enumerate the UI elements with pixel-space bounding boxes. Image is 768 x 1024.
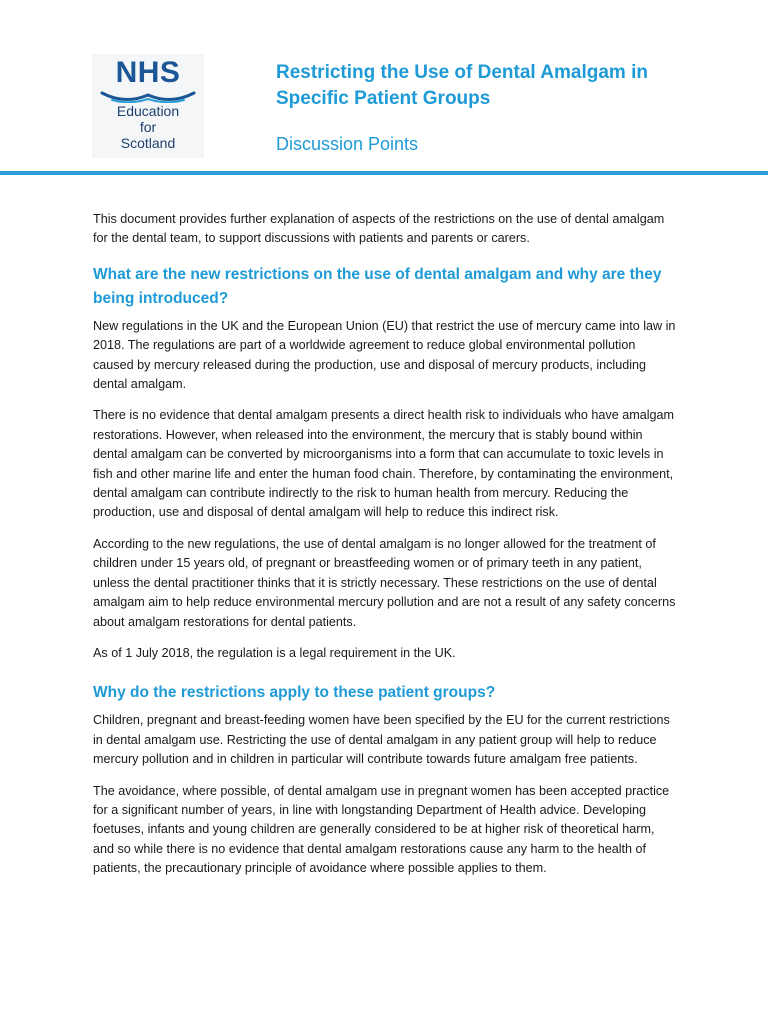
paragraph: There is no evidence that dental amalgam presents a direct health risk to individuals who have amalgam restorations. However, when released into the environment, the mercury that is stably bound within dental amalgam can be converted by microorganisms into a form that can accumulate to toxic levels in fish and other marine life and enter the human food chain. Therefore, by contaminating the environment, dental amalgam can contribute indirectly to the risk to human health from mercury. Reducing the production, use and disposal of dental amalgam will help to reduce this indirect risk. bbox=[93, 408, 675, 520]
section-heading-patient-groups: Why do the restrictions apply to these patient groups? bbox=[93, 684, 496, 702]
intro-paragraph: This document provides further explanation of aspects of the restrictions on the use of dental amalgam for the dental team, to support discussions with patients and parents or carers. bbox=[93, 212, 665, 246]
document-subtitle: Discussion Points bbox=[276, 134, 419, 154]
logo-waves-icon bbox=[98, 89, 198, 103]
logo-line-scotland: Scotland bbox=[120, 135, 176, 151]
logo-line-education: Education bbox=[116, 103, 180, 119]
paragraph: Children, pregnant and breast-feeding women have been specified by the EU for the current restrictions in dental amalgam use. Restricting the use of dental amalgam in any patient group will help to reduce mercury pollution and in children in particular will contribute towards future amalgam free patients. bbox=[93, 713, 670, 767]
logo-nhs-wordmark: NHS bbox=[115, 56, 181, 89]
document-title: Restricting the Use of Dental Amalgam in Specific Patient Groups bbox=[276, 62, 648, 109]
header-divider bbox=[0, 171, 768, 175]
paragraph: New regulations in the UK and the European Union (EU) that restrict the use of mercury came into law in 2018. The regulations are part of a worldwide agreement to reduce global environmental pollution caused by mercury released during the production, use and disposal of mercury products, including dental amalgam. bbox=[93, 318, 676, 392]
paragraph: According to the new regulations, the use of dental amalgam is no longer allowed for the treatment of children under 15 years old, of pregnant or breastfeeding women or of primary teeth in any patient, unless the dental practitioner thinks that it is strictly necessary. These restrictions on the use of dental amalgam aim to help reduce environmental mercury pollution and are not a result of any safety concerns about amalgam restorations for dental patients. bbox=[93, 536, 676, 629]
logo-line-for: for bbox=[139, 119, 157, 135]
document-body bbox=[93, 210, 677, 891]
nhs-education-for-scotland-logo bbox=[92, 54, 204, 158]
section-heading-new-restrictions: What are the new restrictions on the use of dental amalgam and why are they being introduced? bbox=[93, 265, 662, 307]
paragraph: The avoidance, where possible, of dental amalgam use in pregnant women has been accepted practice for a significant number of years, in line with longstanding Department of Health advice. Developing foetuses, infants and young children are generally considered to be at higher risk of theoretical harm, and so while there is no evidence that dental amalgam restorations cause any harm to the health of patients, the precautionary principle of avoidance where possible applies to them. bbox=[93, 783, 670, 876]
paragraph: As of 1 July 2018, the regulation is a legal requirement in the UK. bbox=[93, 645, 456, 660]
document-header bbox=[0, 0, 768, 176]
